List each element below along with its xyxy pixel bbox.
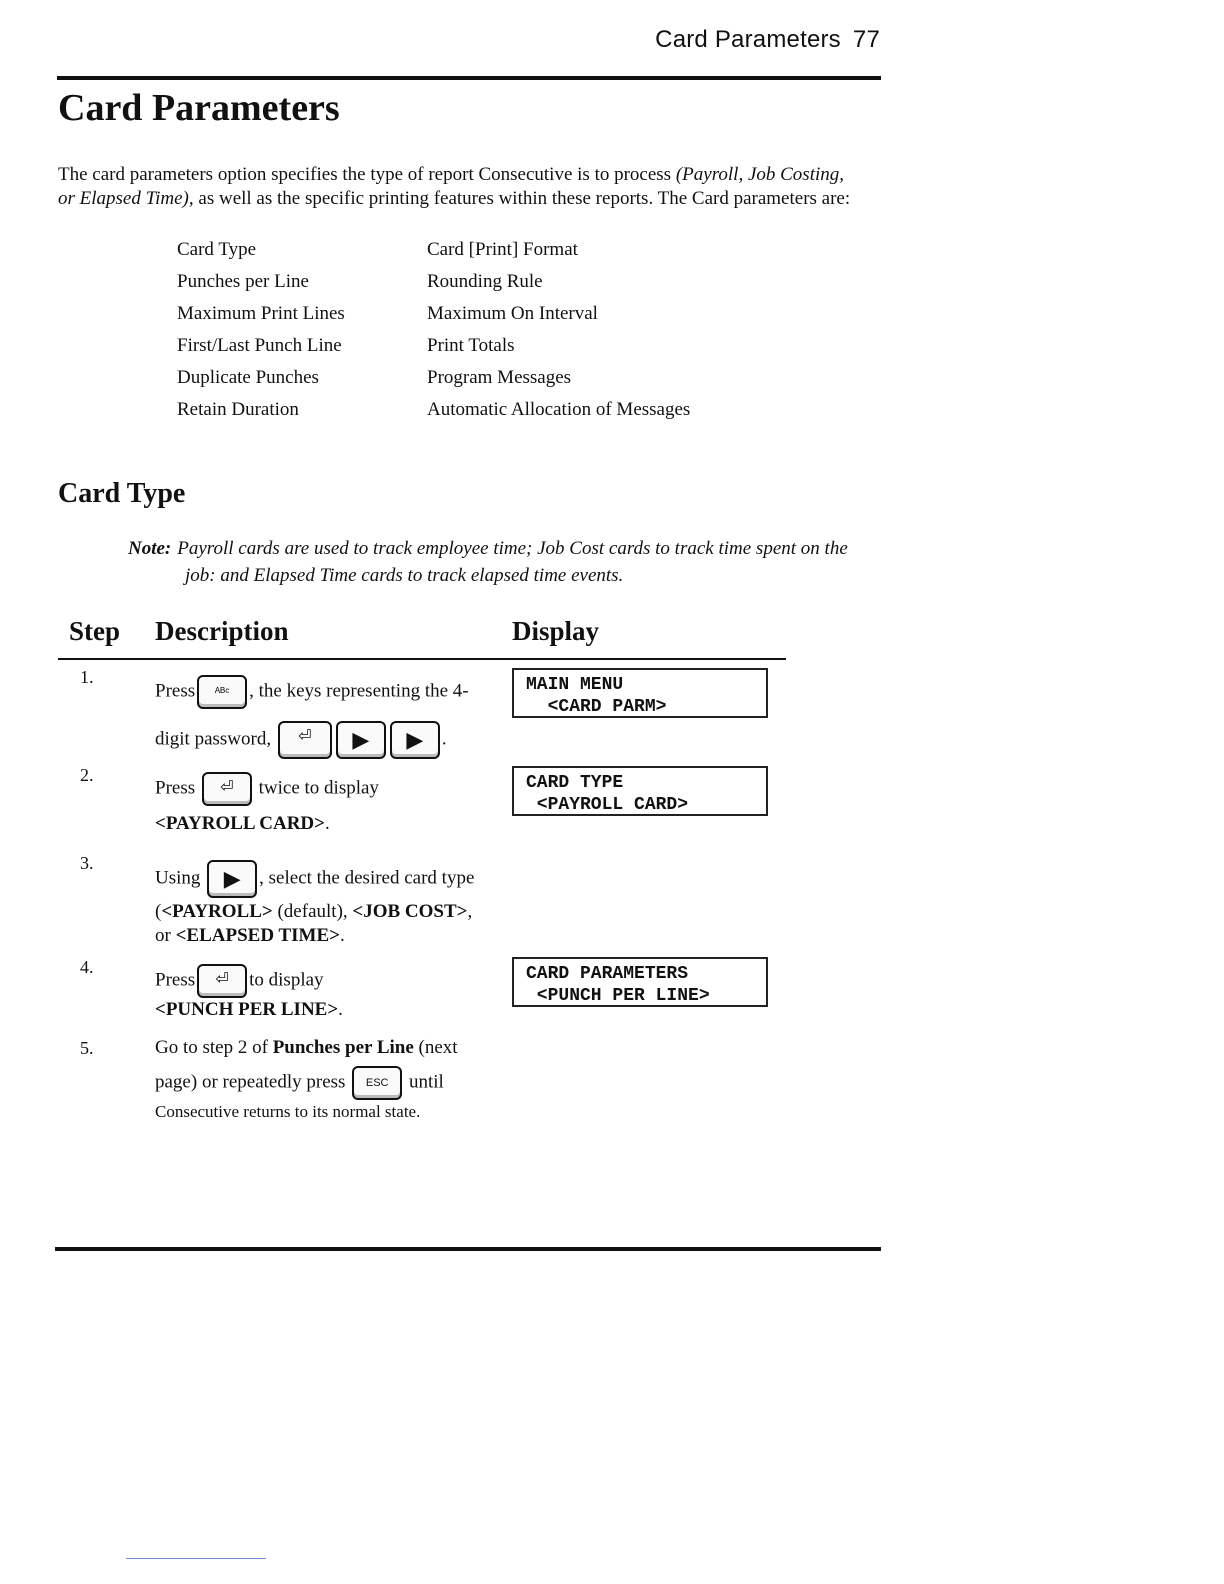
step-3-line-2 bbox=[155, 900, 500, 924]
step-3-text-c5: , bbox=[467, 901, 473, 922]
step-1-text-d: . bbox=[441, 728, 447, 750]
step-5-text-e: until bbox=[408, 1071, 444, 1093]
step-3-text-d1: or bbox=[155, 925, 176, 946]
step-5-line-3: Consecutive returns to its normal state. bbox=[155, 1102, 421, 1121]
step-5-text-a: Go to step 2 of bbox=[155, 1037, 273, 1058]
lcd-display-2 bbox=[512, 766, 768, 816]
step-1-line-2 bbox=[155, 721, 500, 759]
step-4-text-a: Press bbox=[155, 969, 196, 991]
header-display: Display bbox=[512, 616, 600, 646]
parameter-item: First/Last Punch Line bbox=[177, 335, 342, 356]
section-title: Card Type bbox=[58, 478, 186, 509]
step-4-line-2 bbox=[155, 998, 500, 1022]
right-arrow-key-icon: ▶ bbox=[336, 721, 386, 759]
intro-text-2: as well as the specific printing features within these reports. The Card parameters are: bbox=[193, 188, 851, 209]
bottom-rule bbox=[55, 1247, 881, 1251]
lcd-2-line-2: <PAYROLL CARD> bbox=[526, 795, 689, 815]
abc-key-icon: ᴬᴮᶜ bbox=[197, 675, 247, 709]
parameter-item: Maximum On Interval bbox=[427, 303, 598, 324]
step-description-5 bbox=[155, 1036, 500, 1124]
intro-italic-1: (Payroll, Job Costing, bbox=[675, 164, 844, 185]
step-3-text-c3: (default), bbox=[272, 901, 353, 922]
table-rule bbox=[58, 658, 786, 660]
running-header bbox=[655, 26, 880, 54]
step-number-1: 1. bbox=[80, 667, 94, 687]
header-step: Step bbox=[69, 616, 121, 646]
lcd-1-line-1: MAIN MENU bbox=[526, 675, 624, 695]
step-5-text-c: (next bbox=[413, 1037, 458, 1058]
lcd-3-line-1: CARD PARAMETERS bbox=[526, 964, 689, 984]
note-line-2: job: and Elapsed Time cards to track elapsed time events. bbox=[185, 565, 624, 586]
intro-paragraph bbox=[58, 163, 888, 211]
step-5-line-1 bbox=[155, 1036, 500, 1060]
note bbox=[128, 535, 888, 589]
header-description: Description bbox=[155, 616, 289, 646]
step-3-text-a: Using bbox=[155, 867, 201, 889]
step-2-line-2 bbox=[155, 812, 500, 836]
step-description-2 bbox=[155, 772, 500, 836]
lcd-2-line-1: CARD TYPE bbox=[526, 773, 624, 793]
step-3-text-c4: <JOB COST> bbox=[352, 901, 468, 922]
parameter-item: Automatic Allocation of Messages bbox=[427, 399, 691, 420]
step-description-1 bbox=[155, 675, 500, 759]
page-title: Card Parameters bbox=[58, 87, 340, 129]
step-2-text-b: twice to display bbox=[258, 777, 379, 799]
step-number-4: 4. bbox=[80, 957, 94, 977]
enter-key-icon: ⏎ bbox=[278, 721, 332, 759]
step-4-line-1 bbox=[155, 964, 500, 998]
parameter-item: Retain Duration bbox=[177, 399, 299, 420]
step-description-4 bbox=[155, 964, 500, 1022]
page-number: 77 bbox=[852, 26, 880, 53]
parameter-item: Punches per Line bbox=[177, 271, 309, 292]
note-label: Note: bbox=[128, 538, 172, 559]
step-2-text-d: . bbox=[324, 813, 330, 834]
step-1-text-b: , the keys representing the 4- bbox=[249, 680, 469, 702]
step-4-text-d: . bbox=[338, 999, 343, 1020]
parameter-column-right bbox=[427, 236, 747, 428]
footer-line bbox=[126, 1558, 266, 1559]
esc-key-icon: ESC bbox=[352, 1066, 402, 1100]
parameter-item: Program Messages bbox=[427, 367, 572, 388]
right-arrow-key-icon: ▶ bbox=[207, 860, 257, 898]
step-2-text-a: Press bbox=[155, 777, 196, 799]
step-number-3: 3. bbox=[80, 853, 94, 873]
running-header-title: Card Parameters bbox=[655, 26, 841, 53]
step-5-line-2 bbox=[155, 1066, 500, 1100]
step-1-text-a: Press bbox=[155, 680, 196, 702]
enter-key-icon: ⏎ bbox=[202, 772, 252, 806]
step-1-line-1 bbox=[155, 675, 500, 709]
step-3-text-d3: . bbox=[339, 925, 345, 946]
step-3-text-d2: <ELAPSED TIME> bbox=[175, 925, 340, 946]
step-3-text-b: , select the desired card type bbox=[259, 867, 475, 889]
step-3-text-c2: <PAYROLL> bbox=[161, 901, 273, 922]
enter-key-icon: ⏎ bbox=[197, 964, 247, 998]
step-3-line-3 bbox=[155, 924, 500, 948]
parameter-item: Card Type bbox=[177, 239, 257, 260]
step-number-2: 2. bbox=[80, 765, 94, 785]
step-2-line-1 bbox=[155, 772, 500, 806]
intro-text-1: The card parameters option specifies the type of report Consecutive is to process bbox=[58, 164, 676, 185]
step-2-text-c: <PAYROLL CARD> bbox=[155, 813, 325, 834]
parameter-column-left bbox=[177, 236, 427, 428]
lcd-3-line-2: <PUNCH PER LINE> bbox=[526, 986, 710, 1006]
lcd-1-line-2: <CARD PARM> bbox=[526, 697, 667, 717]
lcd-display-3 bbox=[512, 957, 768, 1007]
right-arrow-key-icon: ▶ bbox=[390, 721, 440, 759]
step-3-line-1 bbox=[155, 860, 500, 898]
lcd-display-1 bbox=[512, 668, 768, 718]
step-5-text-d: page) or repeatedly press bbox=[155, 1071, 346, 1093]
intro-italic-2: or Elapsed Time), bbox=[58, 188, 194, 209]
step-4-text-c: <PUNCH PER LINE> bbox=[155, 999, 339, 1020]
step-4-text-b: to display bbox=[249, 969, 324, 991]
top-rule bbox=[57, 76, 881, 80]
step-3-text-c1: ( bbox=[155, 901, 162, 922]
parameter-item: Rounding Rule bbox=[427, 271, 543, 292]
note-line-1: Payroll cards are used to track employee time; Job Cost cards to track time spent on the bbox=[177, 538, 848, 559]
step-description-3 bbox=[155, 860, 500, 948]
step-number-5: 5. bbox=[80, 1038, 94, 1058]
parameter-item: Maximum Print Lines bbox=[177, 303, 345, 324]
parameter-item: Card [Print] Format bbox=[427, 239, 578, 260]
parameter-item: Print Totals bbox=[427, 335, 515, 356]
parameter-item: Duplicate Punches bbox=[177, 367, 319, 388]
step-1-text-c: digit password, bbox=[155, 728, 272, 750]
step-5-text-b: Punches per Line bbox=[272, 1037, 414, 1058]
